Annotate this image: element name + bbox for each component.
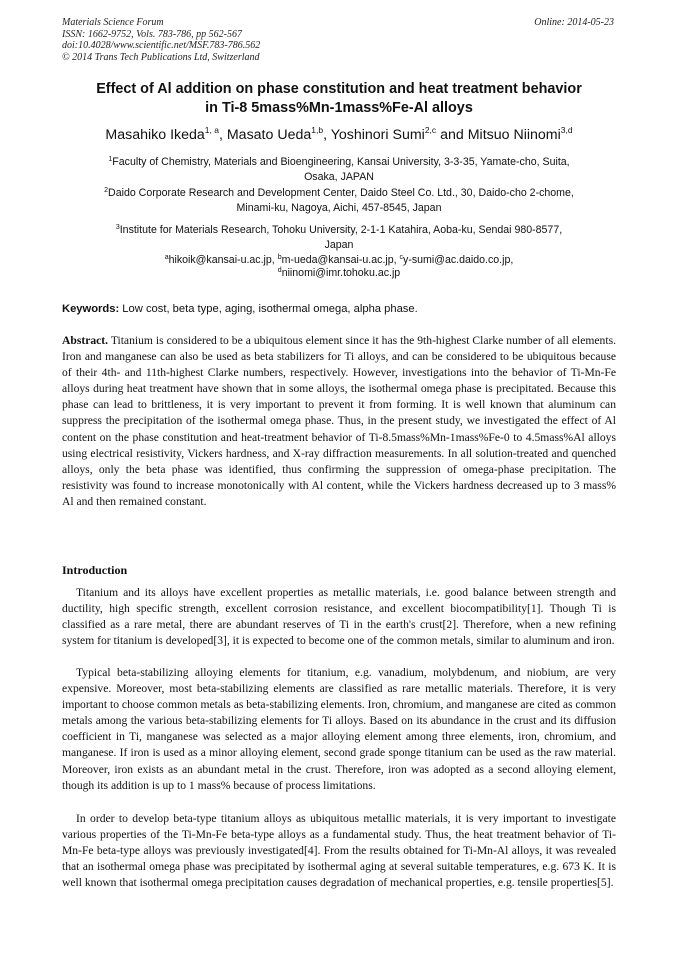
author-separator: ,: [323, 127, 331, 143]
keywords-text: Low cost, beta type, aging, isothermal omega, alpha phase.: [119, 303, 418, 315]
author-name: Masato Ueda: [226, 127, 312, 143]
paper-title: [62, 80, 616, 118]
email-block: [62, 254, 616, 279]
email-link[interactable]: m-ueda@kansai-u.ac.jp,: [281, 254, 400, 266]
affiliation-2: [62, 186, 616, 215]
author-name: Masahiko Ikeda: [105, 127, 205, 143]
author-superscript: 2,c: [424, 125, 437, 135]
online-date: Online: 2014-05-23: [534, 17, 614, 28]
affiliation-text: Institute for Materials Research, Tohoku University, 2-1-1 Katahira, Aoba-ku, Sendai 980-8577,: [119, 224, 563, 236]
abstract-text: Titanium is considered to be a ubiquitous element since it has the 9th-highest Clarke number of all elements. Iron and manganese can also be used as beta stabilizers for Ti alloys, and can be considered to be ubiquitous because of their 4th- and 11th-highest Clarke numbers, respectively. However, investigations into the behavior of Ti-Mn-Fe alloys during heat treatment have shown that in some alloys, the isothermal omega phase is precipitated. Because this phase can lead to brittleness, it is very important to prevent it from forming. It is well known that aluminum can suppress the precipitation of the isothermal omega phase. Thus, in the present study, we investigated the effect of Al content on the phase constitution and heat-treatment behavior of Ti-8.5mass%Mn-1mass%Fe-0 to 4.5mass%Al alloys using electrical resistivity, Vickers hardness, and X-ray diffraction measurements. In all solution-treated and quenched alloys, only the beta phase was identified, thus confirming the suppression of omega-phase precipitation. The resistivity was found to increase monotonically with Al content, while the Vickers hardness decreased up to 3 mass% Al and then remained constant.: [62, 334, 616, 508]
doi-line: doi:10.4028/www.scientific.net/MSF.783-786.562: [62, 40, 261, 51]
email-marker: b: [277, 254, 282, 261]
journal-header: [62, 17, 260, 63]
email-marker: c: [399, 254, 404, 261]
keywords: [62, 302, 616, 316]
author-superscript: 1, a: [204, 125, 219, 135]
author-superscript: 3,d: [560, 125, 573, 135]
author-separator: ,: [218, 127, 227, 143]
email-link[interactable]: niinomi@imr.tohoku.ac.jp: [281, 266, 401, 279]
email-link[interactable]: y-sumi@ac.daido.co.jp,: [403, 254, 514, 266]
issn-line: ISSN: 1662-9752, Vols. 783-786, pp 562-567: [62, 28, 242, 40]
journal-name: Materials Science Forum: [62, 17, 164, 28]
keywords-label: Keywords:: [62, 303, 120, 315]
affiliation-text: Minami-ku, Nagoya, Aichi, 457-8545, Japan: [236, 201, 442, 214]
affiliation-text: Daido Corporate Research and Development Center, Daido Steel Co. Ltd., 30, Daido-cho 2-chome,: [108, 187, 574, 199]
author-name: Yoshinori Sumi: [330, 127, 425, 143]
copyright-line: © 2014 Trans Tech Publications Ltd, Switzerland: [62, 51, 260, 63]
abstract: [62, 333, 616, 510]
section-heading-introduction: Introduction: [62, 563, 128, 577]
email-link[interactable]: hikoik@kansai-u.ac.jp,: [168, 254, 278, 266]
title-line-2: in Ti-8 5mass%Mn-1mass%Fe-Al alloys: [205, 100, 473, 116]
email-marker: a: [164, 254, 169, 261]
affiliation-text: Japan: [324, 238, 354, 251]
intro-paragraph-1: Titanium and its alloys have excellent properties as metallic materials, i.e. good balance between strength and ductility, high specific strength, excellent corrosion resistance, and excellent biocompatibility[1]. Though Ti is classified as a rare metal, there are abundant reserves of Ti in the earth's crust[2]. Therefore, when a new refining system for titanium is developed[3], it is expected to become one of the common metals, similar to aluminum and iron.: [62, 586, 616, 648]
author-list: [30, 126, 648, 144]
email-marker: d: [277, 266, 282, 274]
author-superscript: 1,b: [311, 125, 324, 135]
author-separator: and: [436, 127, 468, 143]
intro-paragraph-2: Typical beta-stabilizing alloying elements for titanium, e.g. vanadium, molybdenum, and niobium, are very expensive. Moreover, most beta-stabilizing elements are classified as rare metallic materials. Therefore, it is very important to choose common metals as beta-stabilizing elements. Iron, chromium, and manganese are cited as common metals among the various beta-stabilizing elements for Ti alloys. Based on its abundance in the crust and its diffusion coefficient in Ti, manganese was selected as a major alloying element among three elements, iron, chromium, and manganese. If iron is used as a minor alloying element, second grade sponge titanium can be used as the raw material. Moreover, iron exists as an abundant metal in the crust. Therefore, iron was adopted as a second alloying element, though its addition is up to 1 mass% because of process limitations.: [62, 666, 616, 792]
title-line-1: Effect of Al addition on phase constitution and heat treatment behavior: [96, 81, 582, 97]
affiliation-text: Osaka, JAPAN: [304, 170, 374, 183]
author-name: Mitsuo Niinomi: [467, 127, 561, 143]
affiliation-marker: 3: [115, 224, 120, 231]
affiliation-marker: 2: [104, 187, 109, 194]
affiliation-3: [62, 223, 616, 252]
affiliation-1: [62, 155, 616, 184]
abstract-label: Abstract.: [62, 334, 109, 347]
affiliation-text: Faculty of Chemistry, Materials and Bioengineering, Kansai University, 3-3-35, Yamate-cho, Suita,: [112, 156, 570, 168]
intro-paragraph-3: In order to develop beta-type titanium alloys as ubiquitous metallic materials, it is very important to investigate various properties of the Ti-Mn-Fe beta-type alloys as a fundamental study. Thus, the heat treatment behavior of Ti-Mn-Fe beta-type alloys was previously investigated[4]. From the results obtained for Ti-Mn-Al alloys, it was revealed that an isothermal omega phase was precipitated by isothermal aging at several suitable temperatures, e.g. 673 K. It is well known that isothermal omega precipitation causes degradation of mechanical properties, e.g. tensile properties[5].: [62, 812, 616, 890]
affiliation-marker: 1: [108, 156, 113, 163]
